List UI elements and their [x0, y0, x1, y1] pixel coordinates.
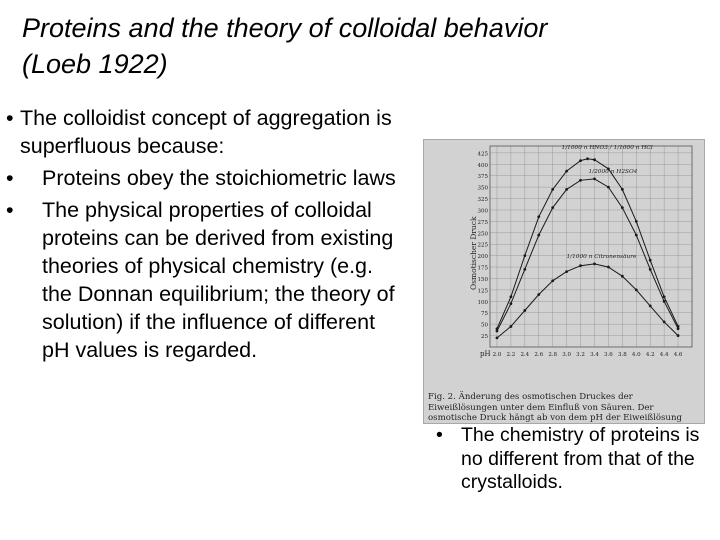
- y-tick-label: 425: [477, 151, 488, 158]
- y-tick-label: 350: [477, 185, 488, 192]
- y-tick-label: 250: [477, 231, 488, 238]
- data-point: [635, 288, 638, 291]
- y-axis-label: Osmotischer Druck: [469, 216, 478, 290]
- data-point: [607, 266, 610, 269]
- data-point: [523, 268, 526, 271]
- data-point: [677, 327, 680, 330]
- data-point: [579, 264, 582, 267]
- y-tick-label: 50: [481, 322, 488, 329]
- data-point: [663, 295, 666, 298]
- data-point: [551, 279, 554, 282]
- series-0: [496, 157, 680, 330]
- data-point: [649, 304, 652, 307]
- x-tick-label: 2.2: [506, 352, 516, 358]
- data-point: [663, 320, 666, 323]
- x-tick-label: 3.8: [617, 352, 627, 358]
- x-tick-label: 3.0: [562, 352, 571, 358]
- data-point: [551, 206, 554, 209]
- y-tick-label: 75: [481, 311, 488, 318]
- title-line-2: (Loeb 1922): [22, 49, 168, 79]
- x-tick-label: 4.6: [673, 352, 683, 358]
- data-point: [621, 188, 624, 191]
- x-tick-label: 2.6: [534, 352, 544, 358]
- bullet-intro-text: The colloidist concept of aggregation is superfluous because:: [20, 106, 392, 158]
- bullet-dot: •: [6, 198, 14, 222]
- data-point: [565, 270, 568, 273]
- y-tick-label: 325: [477, 197, 488, 204]
- data-point: [509, 295, 512, 298]
- series-label: 1/1000 n HNO3 / 1/1000 n HCl: [561, 144, 653, 151]
- plot-frame: [490, 146, 692, 347]
- data-point: [537, 234, 540, 237]
- data-point: [579, 179, 582, 182]
- data-point: [509, 302, 512, 305]
- data-point: [593, 262, 596, 265]
- bullet-dot: •: [6, 106, 14, 130]
- data-point: [496, 330, 499, 333]
- series-label: 1/2000 n H2SO4: [588, 168, 638, 175]
- data-point: [607, 186, 610, 189]
- data-point: [649, 259, 652, 262]
- x-axis-label: pH: [480, 350, 491, 358]
- data-point: [523, 309, 526, 312]
- data-point: [586, 157, 589, 160]
- x-tick-label: 4.0: [631, 352, 641, 358]
- data-point: [677, 334, 680, 337]
- series-line: [497, 159, 678, 329]
- data-point: [621, 206, 624, 209]
- data-point: [523, 254, 526, 257]
- y-tick-label: 175: [477, 265, 488, 272]
- data-point: [565, 170, 568, 173]
- y-tick-label: 275: [477, 219, 488, 226]
- x-tick-label: 3.4: [590, 352, 599, 358]
- x-tick-label: 4.4: [659, 352, 669, 358]
- bullet-intro: [6, 104, 406, 160]
- data-point: [579, 159, 582, 162]
- right-bullet-text: The chemistry of proteins is no different from that of the crystalloids.: [461, 424, 700, 493]
- data-point: [593, 177, 596, 180]
- data-point: [593, 158, 596, 161]
- x-tick-label: 2.8: [548, 352, 558, 358]
- data-point: [635, 234, 638, 237]
- data-point: [537, 215, 540, 218]
- y-tick-label: 125: [477, 288, 488, 295]
- sub-bullet-text: Proteins obey the stoichiometric laws: [42, 166, 396, 190]
- y-tick-label: 400: [477, 162, 488, 169]
- y-tick-labels: [478, 151, 489, 340]
- chart-series: [496, 157, 680, 339]
- figure-caption: Fig. 2. Änderung des osmotischen Druckes der Eiweißlösungen unter dem Einfluß von Säuren. Der osmotische Druck hängt ab von dem pH der Eiweißlösung: [428, 392, 682, 423]
- sub-bullet-text: The physical properties of colloidal proteins can be derived from existing theories of physical chemistry (e.g. the Donnan equilibrium; the theory of solution) if the influence of different pH values is regarded.: [42, 198, 395, 362]
- x-tick-label: 3.6: [604, 352, 613, 358]
- data-point: [509, 325, 512, 328]
- y-tick-label: 200: [477, 254, 488, 261]
- osmotic-pressure-chart: [424, 140, 704, 390]
- x-tick-label: 3.2: [576, 352, 585, 358]
- y-tick-label: 375: [477, 174, 488, 181]
- data-point: [621, 275, 624, 278]
- data-point: [565, 188, 568, 191]
- bullet-dot: •: [6, 166, 14, 190]
- data-point: [496, 336, 499, 339]
- data-point: [649, 268, 652, 271]
- data-point: [635, 220, 638, 223]
- y-tick-label: 225: [477, 242, 488, 249]
- series-label: 1/1000 n Citronensäure: [566, 253, 637, 260]
- right-bullet: [436, 424, 716, 495]
- y-tick-label: 300: [477, 208, 488, 215]
- series-line: [497, 264, 678, 338]
- sub-bullet-physical-properties: [6, 196, 406, 364]
- slide-title: [22, 10, 702, 82]
- sub-bullet-stoichiometric: [6, 164, 406, 192]
- chart-grid: [490, 146, 692, 347]
- data-point: [551, 188, 554, 191]
- x-tick-label: 2.4: [520, 352, 530, 358]
- x-tick-label: 4.2: [645, 352, 655, 358]
- main-bullet-list: [6, 104, 406, 364]
- title-line-1: Proteins and the theory of colloidal behavior: [22, 13, 548, 43]
- osmotic-pressure-figure: [423, 139, 705, 424]
- y-tick-label: 150: [477, 276, 488, 283]
- data-point: [537, 293, 540, 296]
- data-point: [663, 300, 666, 303]
- y-tick-label: 100: [477, 299, 488, 306]
- bullet-dot: •: [436, 424, 443, 446]
- x-tick-label: 2.0: [492, 352, 502, 358]
- y-tick-label: 25: [481, 334, 488, 341]
- x-tick-labels: [493, 352, 683, 358]
